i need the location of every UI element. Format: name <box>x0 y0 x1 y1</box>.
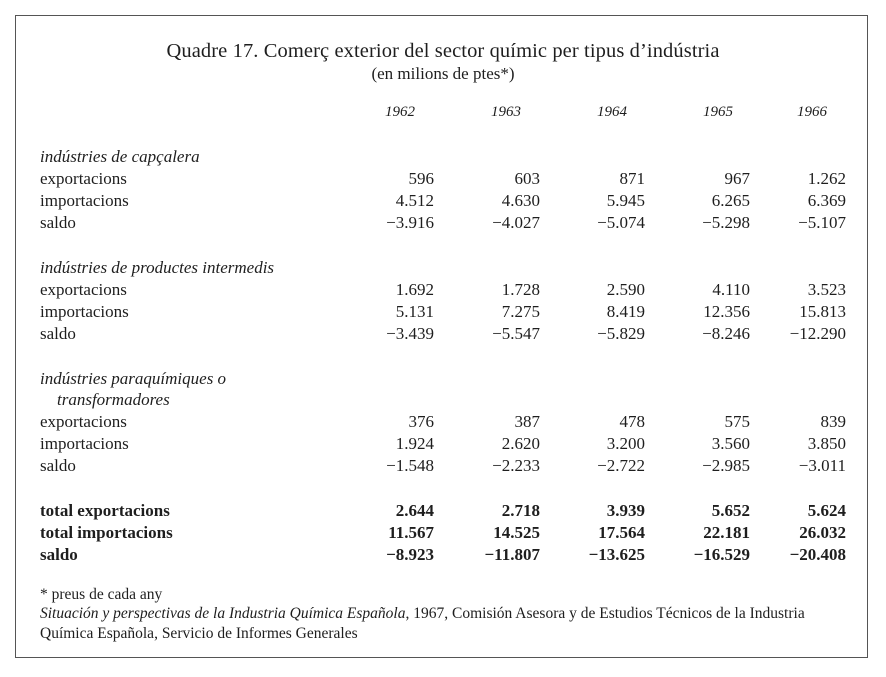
table-cell: −5.298 <box>702 213 750 232</box>
table-cell: 1.728 <box>501 280 540 299</box>
table-cell: 22.181 <box>703 523 750 542</box>
table-cell: 26.032 <box>799 523 846 542</box>
table-row <box>0 456 886 478</box>
table-cell: 2.590 <box>606 280 645 299</box>
table-cell: 8.419 <box>606 302 645 321</box>
year-header-row <box>0 104 886 126</box>
table-row <box>0 324 886 346</box>
row-label: saldo <box>40 545 78 564</box>
table-cell: −8.246 <box>702 324 750 343</box>
table-cell: −5.107 <box>798 213 846 232</box>
table-row <box>0 169 886 191</box>
table-cell: 967 <box>724 169 750 188</box>
table-cell: −3.916 <box>386 213 434 232</box>
group-title: indústries de productes intermedis <box>40 258 275 277</box>
table-cell: 3.523 <box>807 280 846 299</box>
table-cell: −3.439 <box>386 324 434 343</box>
source-note <box>40 604 860 644</box>
source-details: , 1967, Comisión Asesora y de Estudios Técnicos de la Industria Química Española, Servicio de Informes Generales <box>40 605 805 642</box>
group-title-row <box>0 390 886 412</box>
row-label: importacions <box>40 434 129 453</box>
table-subtitle: (en milions de ptes*) <box>371 64 515 83</box>
table-cell: 7.275 <box>501 302 540 321</box>
row-label: exportacions <box>40 412 127 431</box>
table-cell: 2.718 <box>501 501 540 520</box>
table-cell: 4.512 <box>395 191 434 210</box>
table-cell: −2.722 <box>597 456 645 475</box>
table-cell: 2.644 <box>395 501 434 520</box>
year-header: 1962 <box>385 104 415 120</box>
table-cell: 15.813 <box>799 302 846 321</box>
table-cell: 387 <box>514 412 540 431</box>
total-row <box>0 501 886 523</box>
year-header: 1963 <box>491 104 521 120</box>
table-cell: −5.829 <box>597 324 645 343</box>
footnote: * preus de cada any <box>40 586 163 603</box>
year-header: 1964 <box>597 104 627 120</box>
table-cell: 4.630 <box>501 191 540 210</box>
table-row <box>0 434 886 456</box>
table-cell: −2.985 <box>702 456 750 475</box>
table-row <box>0 412 886 434</box>
table-cell: −2.233 <box>492 456 540 475</box>
table-cell: 5.945 <box>606 191 645 210</box>
table-cell: 5.624 <box>807 501 846 520</box>
table-title: Quadre 17. Comerç exterior del sector químic per tipus d’indústria <box>166 40 720 62</box>
group-title-row <box>0 258 886 280</box>
group-title: indústries paraquímiques o <box>40 369 227 388</box>
table-cell: 5.652 <box>711 501 750 520</box>
table-cell: 2.620 <box>501 434 540 453</box>
table-cell: 6.265 <box>711 191 750 210</box>
row-label: importacions <box>40 191 129 210</box>
table-cell: 3.850 <box>807 434 846 453</box>
table-cell: 3.200 <box>606 434 645 453</box>
table-cell: 3.560 <box>711 434 750 453</box>
table-cell: −3.011 <box>798 456 846 475</box>
table-cell: 3.939 <box>606 501 645 520</box>
table-cell: 5.131 <box>395 302 434 321</box>
row-label: total importacions <box>40 523 173 542</box>
table-cell: −20.408 <box>789 545 846 564</box>
table-cell: 4.110 <box>712 280 750 299</box>
table-cell: 575 <box>724 412 750 431</box>
table-cell: 871 <box>619 169 645 188</box>
table-cell: 11.567 <box>388 523 434 542</box>
table-cell: 17.564 <box>598 523 645 542</box>
table-cell: 478 <box>619 412 645 431</box>
row-label: exportacions <box>40 280 127 299</box>
table-cell: −12.290 <box>789 324 846 343</box>
row-label: saldo <box>40 213 76 232</box>
table-row <box>0 302 886 324</box>
table-cell: 12.356 <box>703 302 750 321</box>
table-cell: 376 <box>408 412 434 431</box>
table-row <box>0 213 886 235</box>
table-cell: −5.074 <box>597 213 645 232</box>
group-title: indústries de capçalera <box>40 147 200 166</box>
row-label: saldo <box>40 324 76 343</box>
table-cell: −13.625 <box>588 545 645 564</box>
table-cell: 1.262 <box>807 169 846 188</box>
table-row <box>0 280 886 302</box>
table-cell: −11.807 <box>484 545 540 564</box>
table-cell: 1.924 <box>395 434 434 453</box>
table-cell: 596 <box>408 169 434 188</box>
row-label: importacions <box>40 302 129 321</box>
table-cell: −1.548 <box>386 456 434 475</box>
table-cell: −16.529 <box>693 545 750 564</box>
table-cell: −4.027 <box>492 213 540 232</box>
year-header: 1965 <box>703 104 733 120</box>
group-title-row <box>0 369 886 391</box>
table-cell: 6.369 <box>807 191 846 210</box>
table-row <box>0 191 886 213</box>
total-row <box>0 545 886 567</box>
table-cell: 14.525 <box>493 523 540 542</box>
row-label: total exportacions <box>40 501 170 520</box>
total-row <box>0 523 886 545</box>
year-header: 1966 <box>797 104 827 120</box>
group-title-continued: transformadores <box>57 390 170 409</box>
row-label: exportacions <box>40 169 127 188</box>
row-label: saldo <box>40 456 76 475</box>
source-title: Situación y perspectivas de la Industria Química Española <box>40 605 406 622</box>
group-title-row <box>0 147 886 169</box>
table-cell: 1.692 <box>395 280 434 299</box>
table-cell: −5.547 <box>492 324 540 343</box>
table-cell: 839 <box>820 412 846 431</box>
table-cell: −8.923 <box>386 545 434 564</box>
table-cell: 603 <box>514 169 540 188</box>
